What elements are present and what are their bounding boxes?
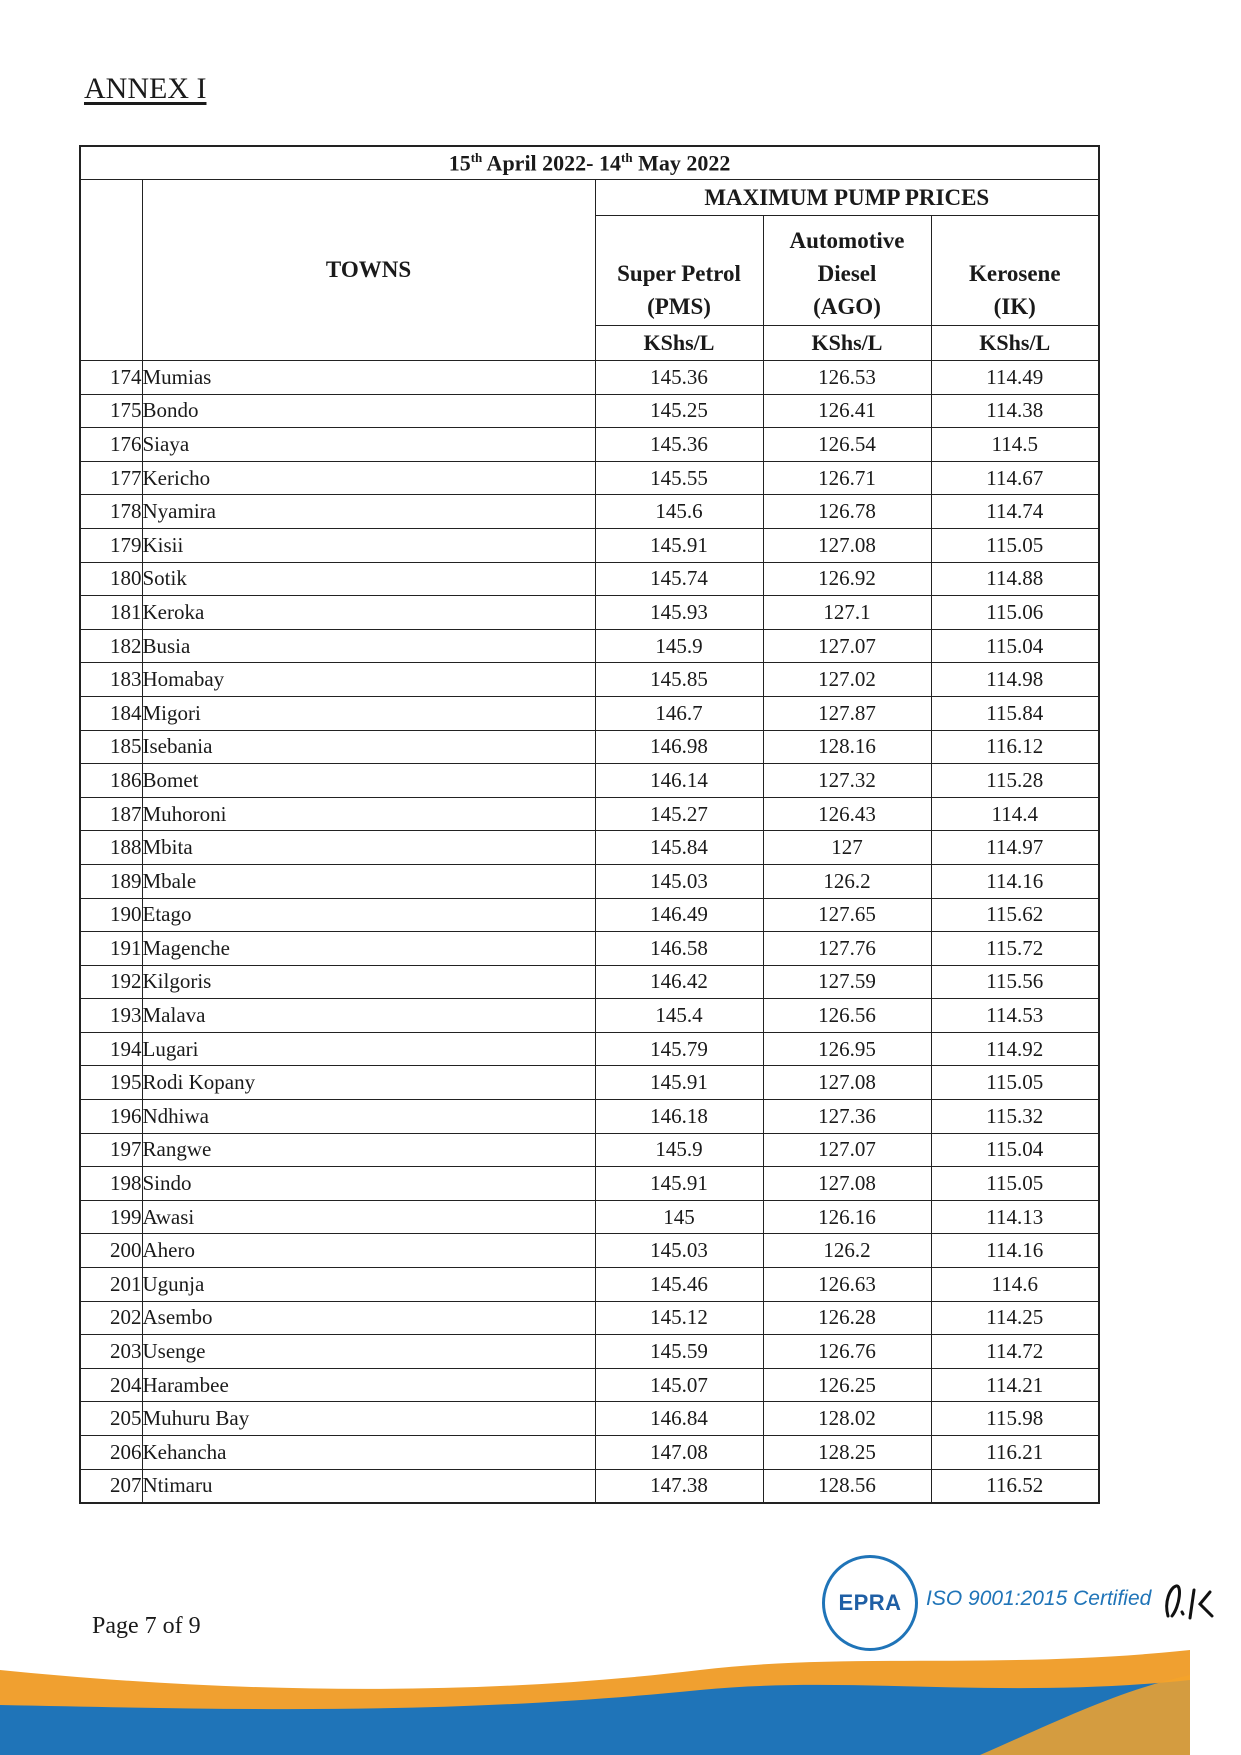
kerosene-price: 115.98 (931, 1402, 1099, 1436)
kerosene-price: 115.04 (931, 1133, 1099, 1167)
diesel-price: 126.53 (763, 361, 931, 395)
row-number: 207 (80, 1469, 142, 1503)
row-number: 195 (80, 1066, 142, 1100)
table-row (80, 596, 1099, 630)
super-petrol-price: 145.36 (595, 361, 763, 395)
super-petrol-price: 145.91 (595, 1167, 763, 1201)
town-name: Keroka (142, 596, 595, 630)
diesel-price: 126.2 (763, 864, 931, 898)
row-number: 177 (80, 461, 142, 495)
kerosene-price: 114.74 (931, 495, 1099, 529)
row-number: 185 (80, 730, 142, 764)
table-row (80, 461, 1099, 495)
diesel-price: 127.59 (763, 965, 931, 999)
town-name: Ahero (142, 1234, 595, 1268)
diesel-price: 127.07 (763, 1133, 931, 1167)
kerosene-price: 115.62 (931, 898, 1099, 932)
diesel-price: 128.25 (763, 1436, 931, 1470)
town-name: Bondo (142, 394, 595, 428)
kerosene-price: 115.72 (931, 932, 1099, 966)
kerosene-price: 114.6 (931, 1268, 1099, 1302)
town-name: Lugari (142, 1032, 595, 1066)
town-name: Mumias (142, 361, 595, 395)
super-petrol-header: Super Petrol (PMS) (595, 216, 763, 326)
kerosene-price: 116.12 (931, 730, 1099, 764)
town-name: Nyamira (142, 495, 595, 529)
town-name: Kericho (142, 461, 595, 495)
diesel-price: 126.76 (763, 1335, 931, 1369)
diesel-price: 127.07 (763, 629, 931, 663)
kerosene-price: 114.21 (931, 1368, 1099, 1402)
row-number: 188 (80, 831, 142, 865)
logo-text: EPRA (838, 1590, 902, 1615)
diesel-price: 126.28 (763, 1301, 931, 1335)
diesel-price: 128.56 (763, 1469, 931, 1503)
town-name: Siaya (142, 428, 595, 462)
unit-label: KShs/L (931, 326, 1099, 361)
kerosene-price: 115.32 (931, 1100, 1099, 1134)
table-row (80, 1469, 1099, 1503)
super-petrol-price: 145.07 (595, 1368, 763, 1402)
row-number: 184 (80, 696, 142, 730)
town-name: Kisii (142, 528, 595, 562)
diesel-price: 128.16 (763, 730, 931, 764)
diesel-price: 126.43 (763, 797, 931, 831)
diesel-price: 126.92 (763, 562, 931, 596)
diesel-header: Automotive Diesel (AGO) (763, 216, 931, 326)
row-number: 200 (80, 1234, 142, 1268)
diesel-price: 127.87 (763, 696, 931, 730)
town-name: Bomet (142, 764, 595, 798)
super-petrol-price: 145.84 (595, 831, 763, 865)
row-number: 201 (80, 1268, 142, 1302)
diesel-price: 126.78 (763, 495, 931, 529)
row-number: 193 (80, 999, 142, 1033)
diesel-price: 127.1 (763, 596, 931, 630)
table-row (80, 730, 1099, 764)
super-petrol-price: 145.25 (595, 394, 763, 428)
table-row (80, 1167, 1099, 1201)
super-petrol-price: 145.36 (595, 428, 763, 462)
kerosene-price: 115.06 (931, 596, 1099, 630)
super-petrol-price: 145.03 (595, 864, 763, 898)
table-row (80, 428, 1099, 462)
table-row (80, 495, 1099, 529)
table-row (80, 1032, 1099, 1066)
super-petrol-price: 145.74 (595, 562, 763, 596)
diesel-price: 127.08 (763, 1167, 931, 1201)
row-number: 199 (80, 1200, 142, 1234)
super-petrol-price: 145.4 (595, 999, 763, 1033)
row-number: 183 (80, 663, 142, 697)
super-petrol-price: 146.98 (595, 730, 763, 764)
town-name: Usenge (142, 1335, 595, 1369)
row-number: 190 (80, 898, 142, 932)
kerosene-price: 114.49 (931, 361, 1099, 395)
table-row (80, 932, 1099, 966)
town-name: Harambee (142, 1368, 595, 1402)
town-name: Sindo (142, 1167, 595, 1201)
table-row (80, 831, 1099, 865)
row-number: 178 (80, 495, 142, 529)
diesel-price: 126.95 (763, 1032, 931, 1066)
kerosene-price: 115.05 (931, 1167, 1099, 1201)
diesel-price: 126.63 (763, 1268, 931, 1302)
town-name: Etago (142, 898, 595, 932)
row-number: 206 (80, 1436, 142, 1470)
row-number: 194 (80, 1032, 142, 1066)
row-number: 175 (80, 394, 142, 428)
kerosene-price: 114.5 (931, 428, 1099, 462)
super-petrol-price: 147.38 (595, 1469, 763, 1503)
super-petrol-price: 145 (595, 1200, 763, 1234)
kerosene-price: 115.05 (931, 1066, 1099, 1100)
table-row (80, 394, 1099, 428)
table-row (80, 1335, 1099, 1369)
town-name: Homabay (142, 663, 595, 697)
row-number: 196 (80, 1100, 142, 1134)
row-number: 180 (80, 562, 142, 596)
row-number: 182 (80, 629, 142, 663)
town-name: Magenche (142, 932, 595, 966)
town-name: Ndhiwa (142, 1100, 595, 1134)
table-row (80, 1100, 1099, 1134)
table-row (80, 1200, 1099, 1234)
town-name: Asembo (142, 1301, 595, 1335)
diesel-price: 126.41 (763, 394, 931, 428)
kerosene-price: 115.05 (931, 528, 1099, 562)
super-petrol-price: 145.79 (595, 1032, 763, 1066)
town-name: Rodi Kopany (142, 1066, 595, 1100)
super-petrol-price: 146.14 (595, 764, 763, 798)
row-number: 204 (80, 1368, 142, 1402)
town-name: Busia (142, 629, 595, 663)
annex-heading: ANNEX I (84, 72, 207, 105)
super-petrol-price: 145.9 (595, 1133, 763, 1167)
row-number: 174 (80, 361, 142, 395)
kerosene-price: 114.98 (931, 663, 1099, 697)
row-number: 202 (80, 1301, 142, 1335)
diesel-price: 127.65 (763, 898, 931, 932)
row-number: 203 (80, 1335, 142, 1369)
footer-wave (0, 1630, 1241, 1755)
diesel-price: 126.25 (763, 1368, 931, 1402)
pump-prices-table (79, 145, 1100, 1504)
diesel-price: 126.56 (763, 999, 931, 1033)
table-row (80, 1368, 1099, 1402)
town-name: Awasi (142, 1200, 595, 1234)
super-petrol-price: 145.93 (595, 596, 763, 630)
table-row (80, 797, 1099, 831)
town-name: Muhoroni (142, 797, 595, 831)
super-petrol-price: 145.85 (595, 663, 763, 697)
super-petrol-price: 146.58 (595, 932, 763, 966)
super-petrol-price: 145.55 (595, 461, 763, 495)
table-row (80, 562, 1099, 596)
iso-certification: ISO 9001:2015 Certified (926, 1587, 1152, 1610)
diesel-price: 126.54 (763, 428, 931, 462)
table-row (80, 629, 1099, 663)
table-row (80, 663, 1099, 697)
town-name: Kilgoris (142, 965, 595, 999)
diesel-price: 127.08 (763, 1066, 931, 1100)
kerosene-price: 114.97 (931, 831, 1099, 865)
table-row (80, 1301, 1099, 1335)
kerosene-price: 114.88 (931, 562, 1099, 596)
diesel-price: 126.71 (763, 461, 931, 495)
kerosene-price: 114.16 (931, 1234, 1099, 1268)
diesel-price: 127 (763, 831, 931, 865)
table-row (80, 999, 1099, 1033)
super-petrol-price: 145.9 (595, 629, 763, 663)
town-name: Ugunja (142, 1268, 595, 1302)
super-petrol-price: 145.27 (595, 797, 763, 831)
row-number: 181 (80, 596, 142, 630)
super-petrol-price: 146.18 (595, 1100, 763, 1134)
diesel-price: 126.2 (763, 1234, 931, 1268)
kerosene-price: 114.53 (931, 999, 1099, 1033)
diesel-price: 127.76 (763, 932, 931, 966)
page-number: Page 7 of 9 (92, 1613, 201, 1639)
row-number: 205 (80, 1402, 142, 1436)
kerosene-header: Kerosene (IK) (931, 216, 1099, 326)
kerosene-price: 114.25 (931, 1301, 1099, 1335)
town-name: Kehancha (142, 1436, 595, 1470)
table-row (80, 1402, 1099, 1436)
table-row (80, 1268, 1099, 1302)
super-petrol-price: 145.91 (595, 528, 763, 562)
kerosene-price: 115.84 (931, 696, 1099, 730)
unit-label: KShs/L (763, 326, 931, 361)
number-column-header (80, 180, 142, 361)
table-row (80, 1436, 1099, 1470)
town-name: Isebania (142, 730, 595, 764)
price-rows (80, 361, 1099, 1503)
period-header: 15th April 2022- 14th May 2022 (80, 146, 1099, 180)
super-petrol-price: 145.03 (595, 1234, 763, 1268)
diesel-price: 128.02 (763, 1402, 931, 1436)
diesel-price: 127.08 (763, 528, 931, 562)
town-name: Malava (142, 999, 595, 1033)
super-petrol-price: 146.42 (595, 965, 763, 999)
table-row (80, 1234, 1099, 1268)
town-name: Mbita (142, 831, 595, 865)
kerosene-price: 116.52 (931, 1469, 1099, 1503)
initials-signature (1160, 1582, 1220, 1632)
kerosene-price: 114.38 (931, 394, 1099, 428)
super-petrol-price: 145.12 (595, 1301, 763, 1335)
diesel-price: 126.16 (763, 1200, 931, 1234)
table-row (80, 864, 1099, 898)
kerosene-price: 114.92 (931, 1032, 1099, 1066)
table-row (80, 361, 1099, 395)
table-row (80, 1066, 1099, 1100)
super-petrol-price: 145.46 (595, 1268, 763, 1302)
table-row (80, 764, 1099, 798)
town-name: Rangwe (142, 1133, 595, 1167)
row-number: 192 (80, 965, 142, 999)
table-row (80, 1133, 1099, 1167)
table-row (80, 965, 1099, 999)
max-prices-header: MAXIMUM PUMP PRICES (595, 180, 1099, 216)
table-row (80, 696, 1099, 730)
kerosene-price: 115.56 (931, 965, 1099, 999)
town-name: Muhuru Bay (142, 1402, 595, 1436)
town-name: Mbale (142, 864, 595, 898)
town-name: Ntimaru (142, 1469, 595, 1503)
diesel-price: 127.36 (763, 1100, 931, 1134)
super-petrol-price: 147.08 (595, 1436, 763, 1470)
row-number: 176 (80, 428, 142, 462)
row-number: 189 (80, 864, 142, 898)
row-number: 186 (80, 764, 142, 798)
super-petrol-price: 145.6 (595, 495, 763, 529)
diesel-price: 127.02 (763, 663, 931, 697)
towns-header: TOWNS (142, 180, 595, 361)
super-petrol-price: 145.59 (595, 1335, 763, 1369)
row-number: 191 (80, 932, 142, 966)
kerosene-price: 115.04 (931, 629, 1099, 663)
town-name: Migori (142, 696, 595, 730)
table-row (80, 528, 1099, 562)
table-row (80, 898, 1099, 932)
diesel-price: 127.32 (763, 764, 931, 798)
kerosene-price: 114.72 (931, 1335, 1099, 1369)
super-petrol-price: 146.84 (595, 1402, 763, 1436)
super-petrol-price: 146.7 (595, 696, 763, 730)
row-number: 197 (80, 1133, 142, 1167)
kerosene-price: 114.4 (931, 797, 1099, 831)
super-petrol-price: 145.91 (595, 1066, 763, 1100)
kerosene-price: 114.16 (931, 864, 1099, 898)
kerosene-price: 115.28 (931, 764, 1099, 798)
row-number: 187 (80, 797, 142, 831)
row-number: 198 (80, 1167, 142, 1201)
row-number: 179 (80, 528, 142, 562)
kerosene-price: 114.13 (931, 1200, 1099, 1234)
kerosene-price: 114.67 (931, 461, 1099, 495)
super-petrol-price: 146.49 (595, 898, 763, 932)
town-name: Sotik (142, 562, 595, 596)
unit-label: KShs/L (595, 326, 763, 361)
kerosene-price: 116.21 (931, 1436, 1099, 1470)
